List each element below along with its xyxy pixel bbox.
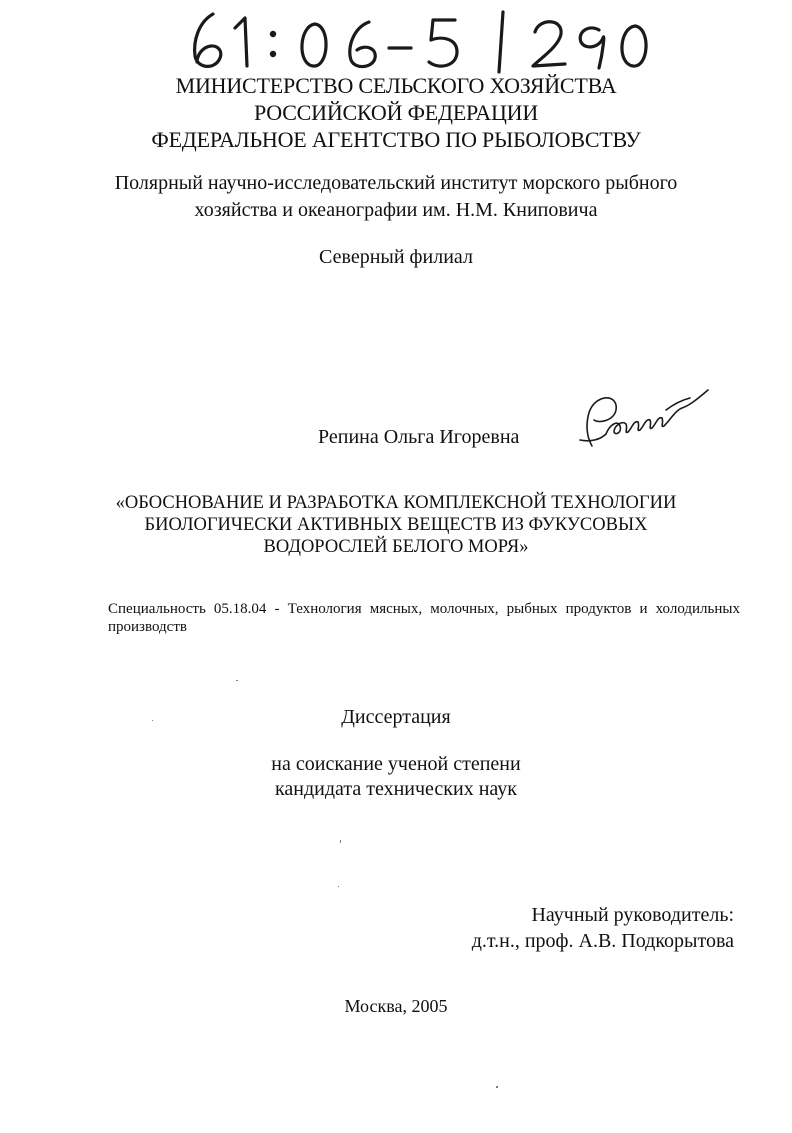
title-line-3: ВОДОРОСЛЕЙ БЕЛОГО МОРЯ»	[263, 537, 529, 557]
specialty-text: Специальность 05.18.04 - Технология мясных, молочных, рыбных продуктов и холодильных производств	[108, 601, 740, 635]
branch-name: Северный филиал	[319, 246, 473, 268]
scan-speck	[236, 680, 238, 681]
dissertation-title	[0, 492, 792, 558]
dissertation-label: Диссертация	[341, 706, 451, 728]
scan-speck	[338, 886, 339, 887]
ministry-header	[0, 72, 792, 153]
ministry-line-3: ФЕДЕРАЛЬНОЕ АГЕНТСТВО ПО РЫБОЛОВСТВУ	[151, 127, 641, 152]
author-signature	[570, 380, 720, 460]
supervisor-label: Научный руководитель:	[531, 904, 734, 926]
degree-line-2: кандидата технических наук	[274, 778, 518, 800]
scan-speck	[496, 1086, 498, 1088]
ministry-line-1: МИНИСТЕРСТВО СЕЛЬСКОГО ХОЗЯЙСТВА	[175, 73, 617, 98]
institute-name	[0, 170, 792, 224]
title-line-1: «ОБОСНОВАНИЕ И РАЗРАБОТКА КОМПЛЕКСНОЙ ТЕХНОЛОГИИ	[115, 493, 677, 513]
institute-line-2: хозяйства и океанографии им. Н.М. Книповича	[194, 199, 598, 221]
scan-speck	[340, 840, 341, 843]
supervisor-name: д.т.н., проф. А.В. Подкорытова	[471, 930, 734, 952]
author-name: Репина Ольга Игоревна	[318, 426, 520, 448]
degree-text	[0, 752, 792, 802]
handwritten-archive-number	[185, 8, 665, 74]
scan-speck	[152, 720, 153, 721]
title-line-2: БИОЛОГИЧЕСКИ АКТИВНЫХ ВЕЩЕСТВ ИЗ ФУКУСОВЫХ	[144, 515, 648, 535]
ministry-line-2: РОССИЙСКОЙ ФЕДЕРАЦИИ	[253, 100, 539, 125]
degree-line-1: на соискание ученой степени	[271, 753, 521, 775]
city-year: Москва, 2005	[344, 996, 448, 1016]
supervisor-block	[400, 902, 734, 954]
institute-line-1: Полярный научно-исследовательский институт морского рыбного	[114, 172, 678, 194]
